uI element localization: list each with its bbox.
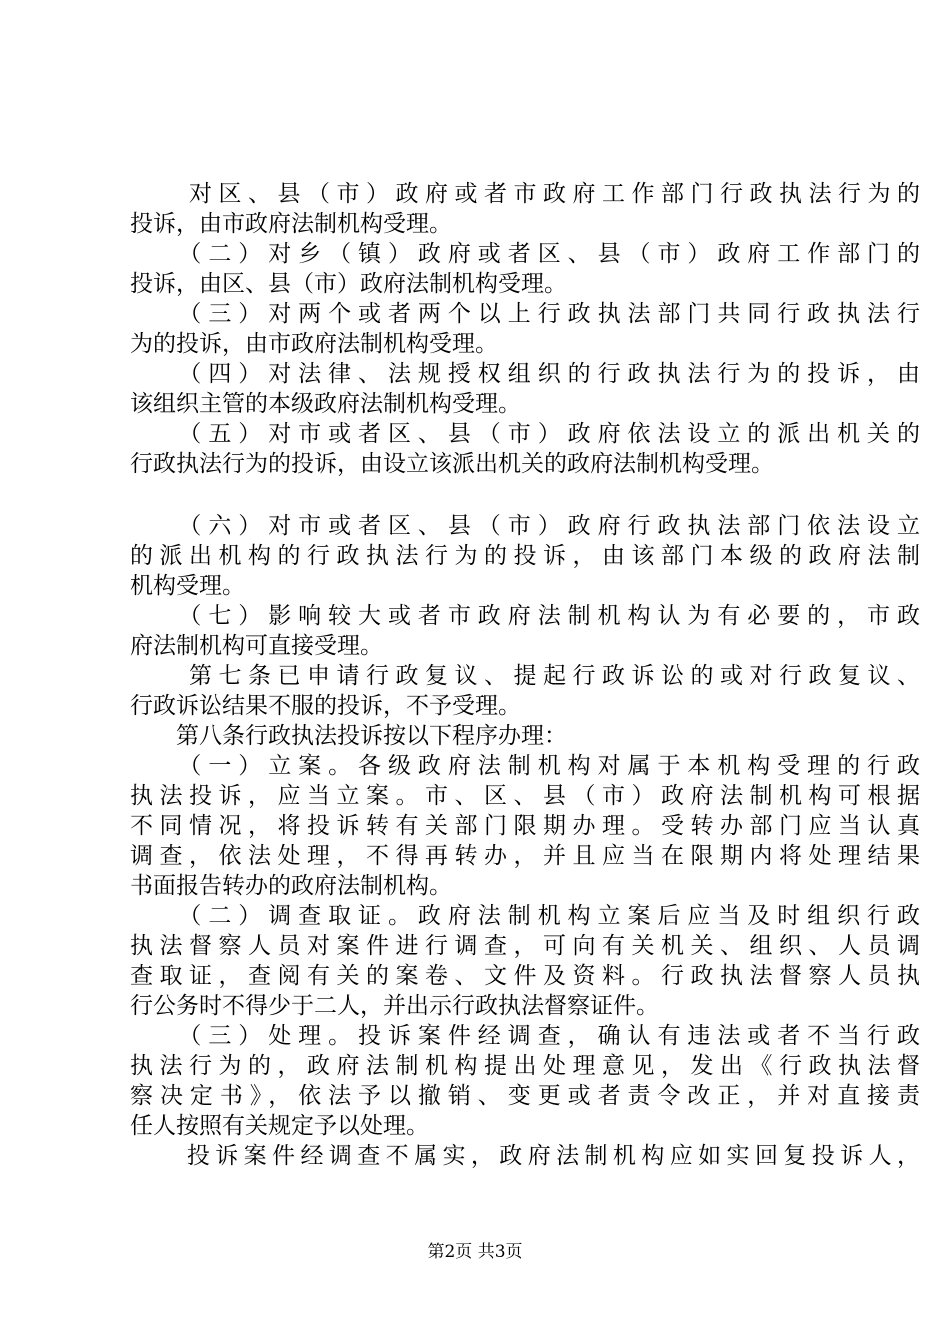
text-line: （一）立案。各级政府法制机构对属于本机构受理的行政 — [130, 753, 920, 779]
text-line: 投诉案件经调查不属实，政府法制机构应如实回复投诉人， — [130, 1143, 920, 1169]
text-line: 府法制机构可直接受理。 — [130, 633, 383, 659]
page-number-footer: 第2页 共3页 — [427, 1242, 523, 1262]
text-line: 为的投诉，由市政府法制机构受理。 — [130, 331, 498, 357]
text-line: 投诉，由市政府法制机构受理。 — [130, 211, 452, 237]
text-line: （五）对市或者区、县（市）政府依法设立的派出机关的 — [130, 421, 920, 447]
text-line: 机构受理。 — [130, 573, 245, 599]
text-line: 不同情况，将投诉转有关部门限期办理。受转办部门应当认真 — [130, 813, 920, 839]
text-line: 执法投诉，应当立案。市、区、县（市）政府法制机构可根据 — [130, 783, 920, 809]
text-line: （七）影响较大或者市政府法制机构认为有必要的，市政 — [130, 603, 920, 629]
text-line: 第八条行政执法投诉按以下程序办理： — [130, 723, 567, 749]
text-line: （四）对法律、法规授权组织的行政执法行为的投诉，由 — [130, 361, 920, 387]
text-line: 第七条已申请行政复议、提起行政诉讼的或对行政复议、 — [130, 663, 920, 689]
text-line: （二）调查取证。政府法制机构立案后应当及时组织行政 — [130, 903, 920, 929]
text-line: 查取证，查阅有关的案卷、文件及资料。行政执法督察人员执 — [130, 963, 920, 989]
text-line: 察决定书》，依法予以撤销、变更或者责令改正，并对直接责 — [130, 1083, 920, 1109]
text-line: 行政执法行为的投诉，由设立该派出机关的政府法制机构受理。 — [130, 451, 774, 477]
text-line: 行公务时不得少于二人，并出示行政执法督察证件。 — [130, 993, 659, 1019]
text-line: 对区、县（市）政府或者市政府工作部门行政执法行为的 — [130, 181, 920, 207]
text-line: （二）对乡（镇）政府或者区、县（市）政府工作部门的 — [130, 241, 920, 267]
text-line: （三）对两个或者两个以上行政执法部门共同行政执法行 — [130, 301, 920, 327]
text-line: 该组织主管的本级政府法制机构受理。 — [130, 391, 521, 417]
text-line: 任人按照有关规定予以处理。 — [130, 1113, 429, 1139]
text-line: （六）对市或者区、县（市）政府行政执法部门依法设立 — [130, 513, 920, 539]
text-line: 调查，依法处理，不得再转办，并且应当在限期内将处理结果 — [130, 843, 920, 869]
text-line: （三）处理。投诉案件经调查，确认有违法或者不当行政 — [130, 1023, 920, 1049]
text-line: 投诉，由区、县（市）政府法制机构受理。 — [130, 271, 567, 297]
text-line: 执法督察人员对案件进行调查，可向有关机关、组织、人员调 — [130, 933, 920, 959]
text-line: 书面报告转办的政府法制机构。 — [130, 873, 452, 899]
text-line: 执法行为的，政府法制机构提出处理意见，发出《行政执法督 — [130, 1053, 920, 1079]
text-line: 的派出机构的行政执法行为的投诉，由该部门本级的政府法制 — [130, 543, 920, 569]
text-line: 行政诉讼结果不服的投诉，不予受理。 — [130, 693, 521, 719]
